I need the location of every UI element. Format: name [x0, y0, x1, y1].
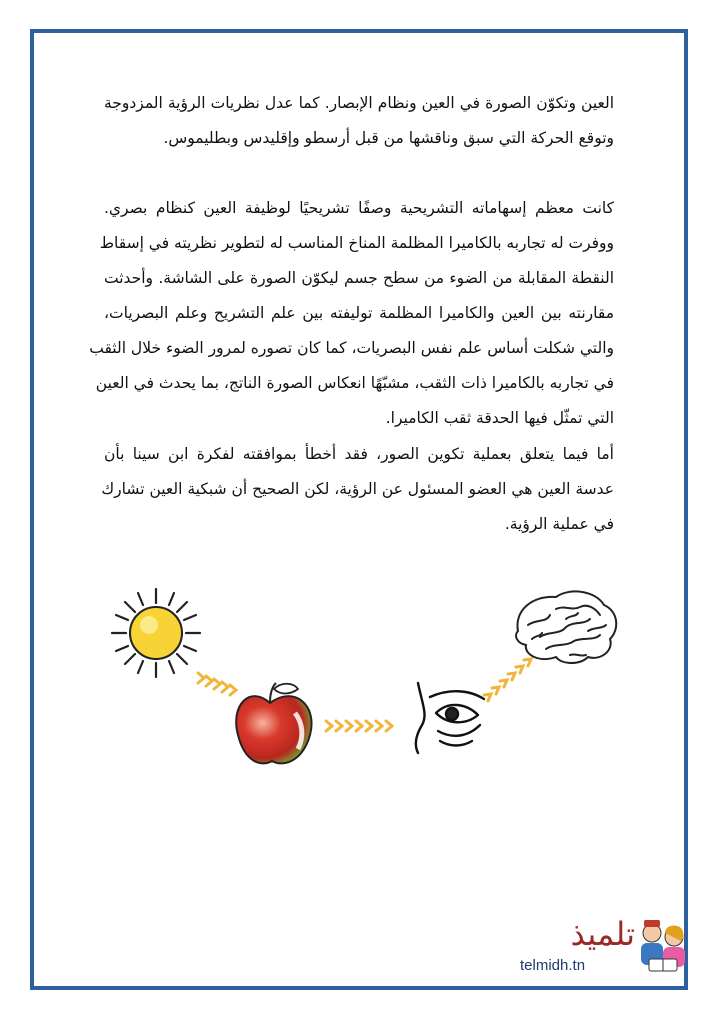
telmidh-logo: [520, 915, 690, 985]
text-line: أما فيما يتعلق بعملية تكوين الصور، فقد أخطأ بموافقته لفكرة ابن سينا بأن: [104, 445, 614, 463]
text-line: في تجاربه بالكاميرا ذات الثقب، مشبّهًا انعكاس الصورة الناتج، بما يحدث في العين: [95, 374, 614, 392]
text-line: في عملية الرؤية.: [504, 515, 614, 533]
sun-icon: [112, 589, 200, 677]
light-arrows-2: [326, 721, 392, 731]
logo-arabic-text: تلميذ: [570, 915, 635, 953]
light-arrows-3: [484, 659, 531, 701]
text-line: والتي شكلت أساس علم نفس البصريات، كما كان تصوره لمرور الضوء خلال الثقب: [89, 339, 614, 357]
text-line: عدسة العين هي العضو المسئول عن الرؤية، لكن الصحيح أن شبكية العين تشارك: [101, 480, 614, 498]
paragraph-2: [89, 191, 614, 436]
logo-url: telmidh.tn: [520, 957, 586, 974]
text-line: النقطة المقابلة من الضوء من سطح جسم ليكوّن الصورة على الشاشة. وأحدثت: [104, 269, 614, 287]
brain-icon: [516, 591, 616, 663]
eye-icon: [416, 683, 484, 753]
light-arrows-1: [198, 673, 236, 695]
text-line: العين وتكوّن الصورة في العين ونظام الإبصار. كما عدل نظريات الرؤية المزدوجة: [104, 94, 614, 112]
text-line: مقارنته بين العين والكاميرا المظلمة توليفته بين علم التشريح وعلم البصريات،: [104, 304, 614, 322]
paragraph-1: [104, 86, 614, 156]
paragraph-3: [101, 437, 614, 542]
text-line: ووفرت له تجاربه بالكاميرا المظلمة المناخ المناسب له لتطوير نظريته في إسقاط: [99, 234, 614, 252]
apple-icon: [236, 683, 311, 763]
vision-illustration: [100, 585, 620, 785]
text-line: كانت معظم إسهاماته التشريحية وصفًا تشريحيًا لوظيفة العين كنظام بصري.: [104, 199, 614, 217]
kids-reading-icon: [635, 915, 690, 980]
text-line: وتوقع الحركة التي سبق وناقشها من قبل أرسطو وإقليدس وبطليموس.: [163, 129, 614, 147]
text-line: التي تمثّل فيها الحدقة ثقب الكاميرا.: [385, 409, 614, 427]
